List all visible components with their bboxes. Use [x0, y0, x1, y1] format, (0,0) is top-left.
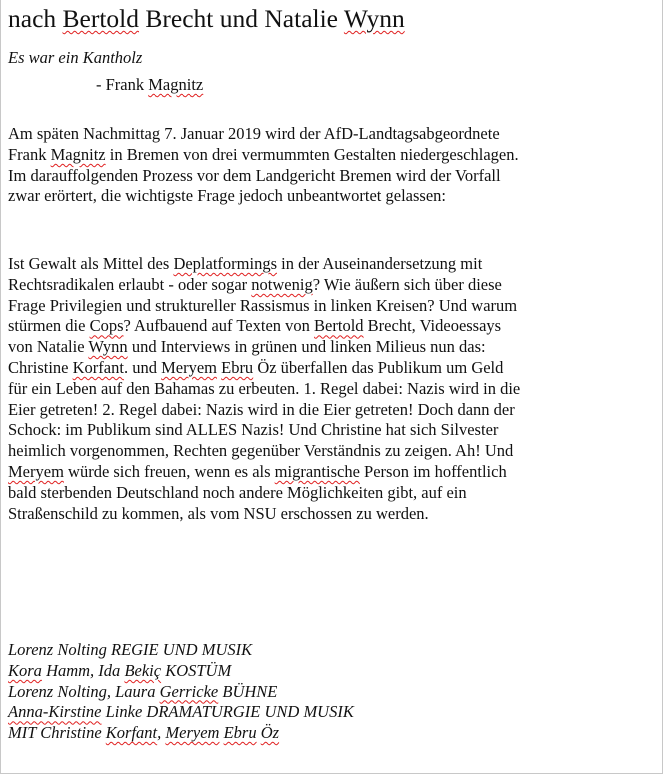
para2-text: und Interviews in grünen und linken Milieus nun das: — [127, 337, 486, 357]
para2-text: Meryem — [161, 357, 217, 377]
credits-text: KOSTÜM — [161, 660, 232, 680]
para2-text: für ein Leben auf den Bahamas zu erbeuten. 1. Regel dabei: Nazis wird in die — [8, 378, 521, 398]
credits-text: Lorenz Nolting, Laura — [8, 681, 160, 701]
para2-text: ? Wie äußern sich über diese — [312, 274, 502, 294]
para2-text: in der Auseinandersetzung mit — [277, 254, 483, 273]
credits-line — [8, 640, 354, 661]
credits-text: Öz — [260, 723, 280, 743]
title-segment: und Natalie — [213, 4, 344, 33]
credits-text: Hamm, Ida — [41, 660, 125, 680]
para2-text: Straßenschild zu kommen, als vom NSU erschossen zu werden. — [8, 503, 429, 523]
motto-author-prefix: - Frank — [96, 75, 149, 94]
para2-line — [8, 483, 668, 504]
para2-text: Wynn — [88, 337, 128, 357]
para1-text: Magnitz — [50, 144, 106, 164]
para1-text: zwar erörtert, die wichtigste Frage jedoch unbeantwortet gelassen: — [8, 186, 446, 206]
para2-text: Eier getreten! 2. Regel dabei: Nazis wird in die Eier getreten! Doch dann der — [8, 399, 515, 419]
para2-text: ? Aufbauend auf Texten von — [123, 316, 315, 336]
credits-line — [8, 723, 354, 744]
para2-text: Ebru — [221, 357, 254, 377]
document-title — [8, 4, 405, 34]
para2-text: migrantische — [274, 461, 360, 481]
credits-line — [8, 682, 354, 703]
para2-text: Cops — [89, 316, 124, 336]
credits-text: Kora — [8, 660, 42, 680]
credits-text: Anna-Kirstine — [8, 702, 102, 722]
paragraph-intro — [8, 124, 668, 207]
credits-text: Korfant — [105, 723, 158, 743]
para2-line — [8, 275, 668, 296]
credits-text: Lorenz Nolting REGIE UND MUSIK — [8, 640, 253, 659]
para1-text: in Bremen von drei vermummten Gestalten niedergeschlagen. — [105, 144, 519, 164]
para2-text: Schock: im Publikum sind ALLES Nazis! Und Christine hat sich Silvester — [8, 420, 499, 440]
para2-text: Frage Privilegien und struktureller Rassismus in linken Kreisen? Und warum — [8, 295, 518, 315]
para2-text: würde sich freuen, wenn es als — [63, 461, 275, 481]
para2-text: . und — [123, 357, 162, 377]
title-segment: nach — [8, 4, 63, 33]
credits-text: MIT Christine — [8, 723, 106, 743]
credits-list — [8, 640, 354, 744]
para2-text: Ist Gewalt als Mittel des — [8, 254, 174, 273]
para1-line — [8, 124, 668, 145]
para2-text: bald sterbenden Deutschland noch andere Möglichkeiten gibt, auf ein — [8, 482, 467, 502]
para2-line — [8, 462, 668, 483]
para1-line — [8, 166, 668, 187]
para2-text: heimlich vorgenommen, Rechten gegenüber Verständnis zu zeigen. Ah! Und — [8, 441, 514, 461]
motto-quote: Es war ein Kantholz — [8, 48, 143, 67]
paragraph-synopsis — [8, 254, 668, 524]
credits-text: Linke DRAMATURGIE UND MUSIK — [101, 702, 354, 722]
para2-text: von Natalie — [8, 337, 89, 357]
credits-line — [8, 661, 354, 682]
title-segment: Wynn — [343, 4, 405, 33]
credits-line — [8, 702, 354, 723]
para2-line — [8, 400, 668, 421]
credits-text: Meryem — [165, 723, 220, 743]
credits-text: Gerricke — [159, 681, 219, 701]
para2-text: Meryem — [8, 461, 64, 481]
credits-text: BÜHNE — [218, 681, 278, 701]
credits-text: Bekiç — [124, 660, 162, 680]
para2-line — [8, 420, 668, 441]
para1-text: Im darauffolgenden Prozess vor dem Landgericht Bremen wird der Vorfall — [8, 165, 501, 185]
para2-text: Deplatformings — [173, 254, 277, 273]
para2-line — [8, 358, 668, 379]
para2-text: Rechtsradikalen erlaubt - oder sogar — [8, 274, 252, 294]
credits-text: , — [157, 723, 166, 743]
para2-line — [8, 379, 668, 400]
para2-line — [8, 316, 668, 337]
para2-text: Person im hoffentlich — [359, 461, 507, 481]
para2-line — [8, 296, 668, 317]
para2-text: Öz überfallen das Publikum um Geld — [253, 357, 504, 377]
motto-author — [96, 75, 203, 96]
credits-text: Ebru — [223, 723, 257, 743]
para2-text: Bertold — [314, 316, 364, 336]
para2-text: Korfant — [72, 357, 124, 377]
para1-text: Am späten Nachmittag 7. Januar 2019 wird der AfD-Landtagsabgeordnete — [8, 124, 500, 143]
para1-line — [8, 186, 668, 207]
para2-line — [8, 337, 668, 358]
para1-line — [8, 145, 668, 166]
title-segment: Brecht — [145, 4, 214, 33]
para2-text: Christine — [8, 357, 73, 377]
para2-line — [8, 504, 668, 525]
title-segment: Bertold — [62, 4, 140, 33]
para2-text: stürmen die — [8, 316, 90, 336]
motto-author-name: Magnitz — [148, 75, 204, 94]
para2-text: notwenig — [251, 274, 313, 294]
para2-text: Brecht, Videoessays — [363, 316, 502, 336]
para2-line — [8, 254, 668, 275]
para2-line — [8, 441, 668, 462]
para1-text: Frank — [8, 144, 51, 164]
